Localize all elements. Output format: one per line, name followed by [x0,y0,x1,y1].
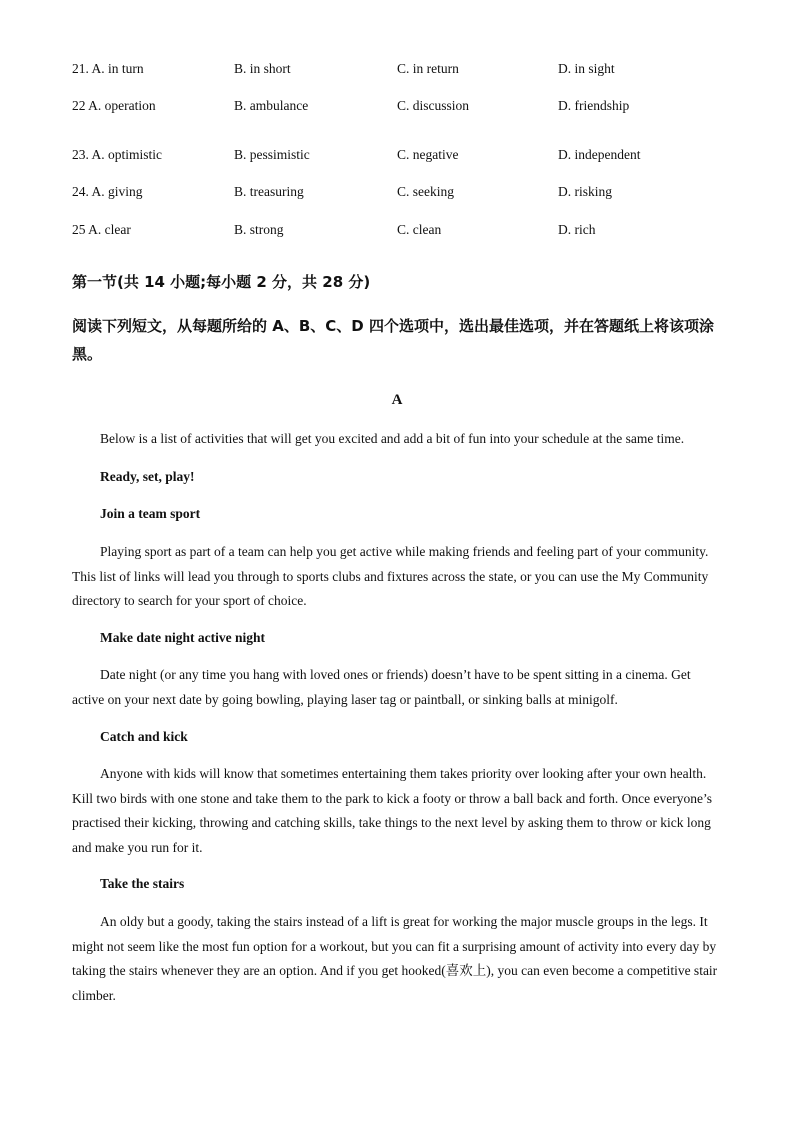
option-d: D. independent [558,147,641,162]
section-paragraph: Anyone with kids will know that sometimes entertaining them takes priority over looking after your own health. Kill two birds with one stone and take them to the park to kick a footy or throw a ball back and forth. Once everyone’s practised their kicking, throwing and catching skills, take things to the next level by asking them to throw or kick long and make you run for it. [72,766,712,855]
section-heading: Take the stairs [100,876,185,891]
option-b: B. in short [234,61,291,76]
option-c: C. seeking [397,184,454,199]
section-heading: Join a team sport [100,506,201,521]
option-c: C. discussion [397,98,470,113]
option-a: 21. A. in turn [72,61,144,76]
option-a: 24. A. giving [72,184,143,199]
section-title: 第一节(共 14 小题;每小题 2 分，共 28 分) [72,273,371,291]
section-heading: Catch and kick [100,729,188,744]
option-c: C. negative [397,147,459,162]
passage-subtitle: Ready, set, play! [100,469,195,484]
passage-intro: Below is a list of activities that will get you excited and add a bit of fun into your schedule at the same time. [100,431,685,446]
option-d: D. friendship [558,98,630,113]
choice-row-22 [72,96,732,116]
option-b: B. ambulance [234,98,309,113]
option-b: B. treasuring [234,184,304,199]
section-instruction: 阅读下列短文，从每题所给的 A、B、C、D 四个选项中，选出最佳选项，并在答题纸上将该项涂黑。 [72,317,714,363]
choice-row-24 [72,182,732,202]
choice-row-21 [72,59,732,79]
option-c: C. clean [397,222,442,237]
choice-row-23 [72,145,732,165]
section-paragraph: Playing sport as part of a team can help you get active while making friends and feeling part of your community. This list of links will lead you through to sports clubs and fixtures across the state, or you can use the My Community directory to search for your sport of choice. [72,544,709,608]
choice-row-25 [72,220,732,240]
passage-letter: A [391,392,403,408]
option-b: B. strong [234,222,284,237]
option-a: 25 A. clear [72,222,131,237]
section-paragraph: Date night (or any time you hang with loved ones or friends) doesn’t have to be spent sitting in a cinema. Get active on your next date by going bowling, playing laser tag or paintball, or sinking balls at minigolf. [72,667,691,707]
option-a: 23. A. optimistic [72,147,163,162]
option-a: 22 A. operation [72,98,156,113]
section-heading: Make date night active night [100,630,265,645]
section-paragraph: An oldy but a goody, taking the stairs instead of a lift is great for working the major muscle groups in the legs. It might not seem like the most fun option for a workout, but you can fit a surprising amount of activity into every day by taking the stairs whenever they are an option. And if you get hooked(喜欢上), you can even become a competitive stair climber. [72,914,718,1003]
option-d: D. risking [558,184,612,199]
option-b: B. pessimistic [234,147,310,162]
option-d: D. in sight [558,61,615,76]
option-d: D. rich [558,222,596,237]
option-c: C. in return [397,61,459,76]
